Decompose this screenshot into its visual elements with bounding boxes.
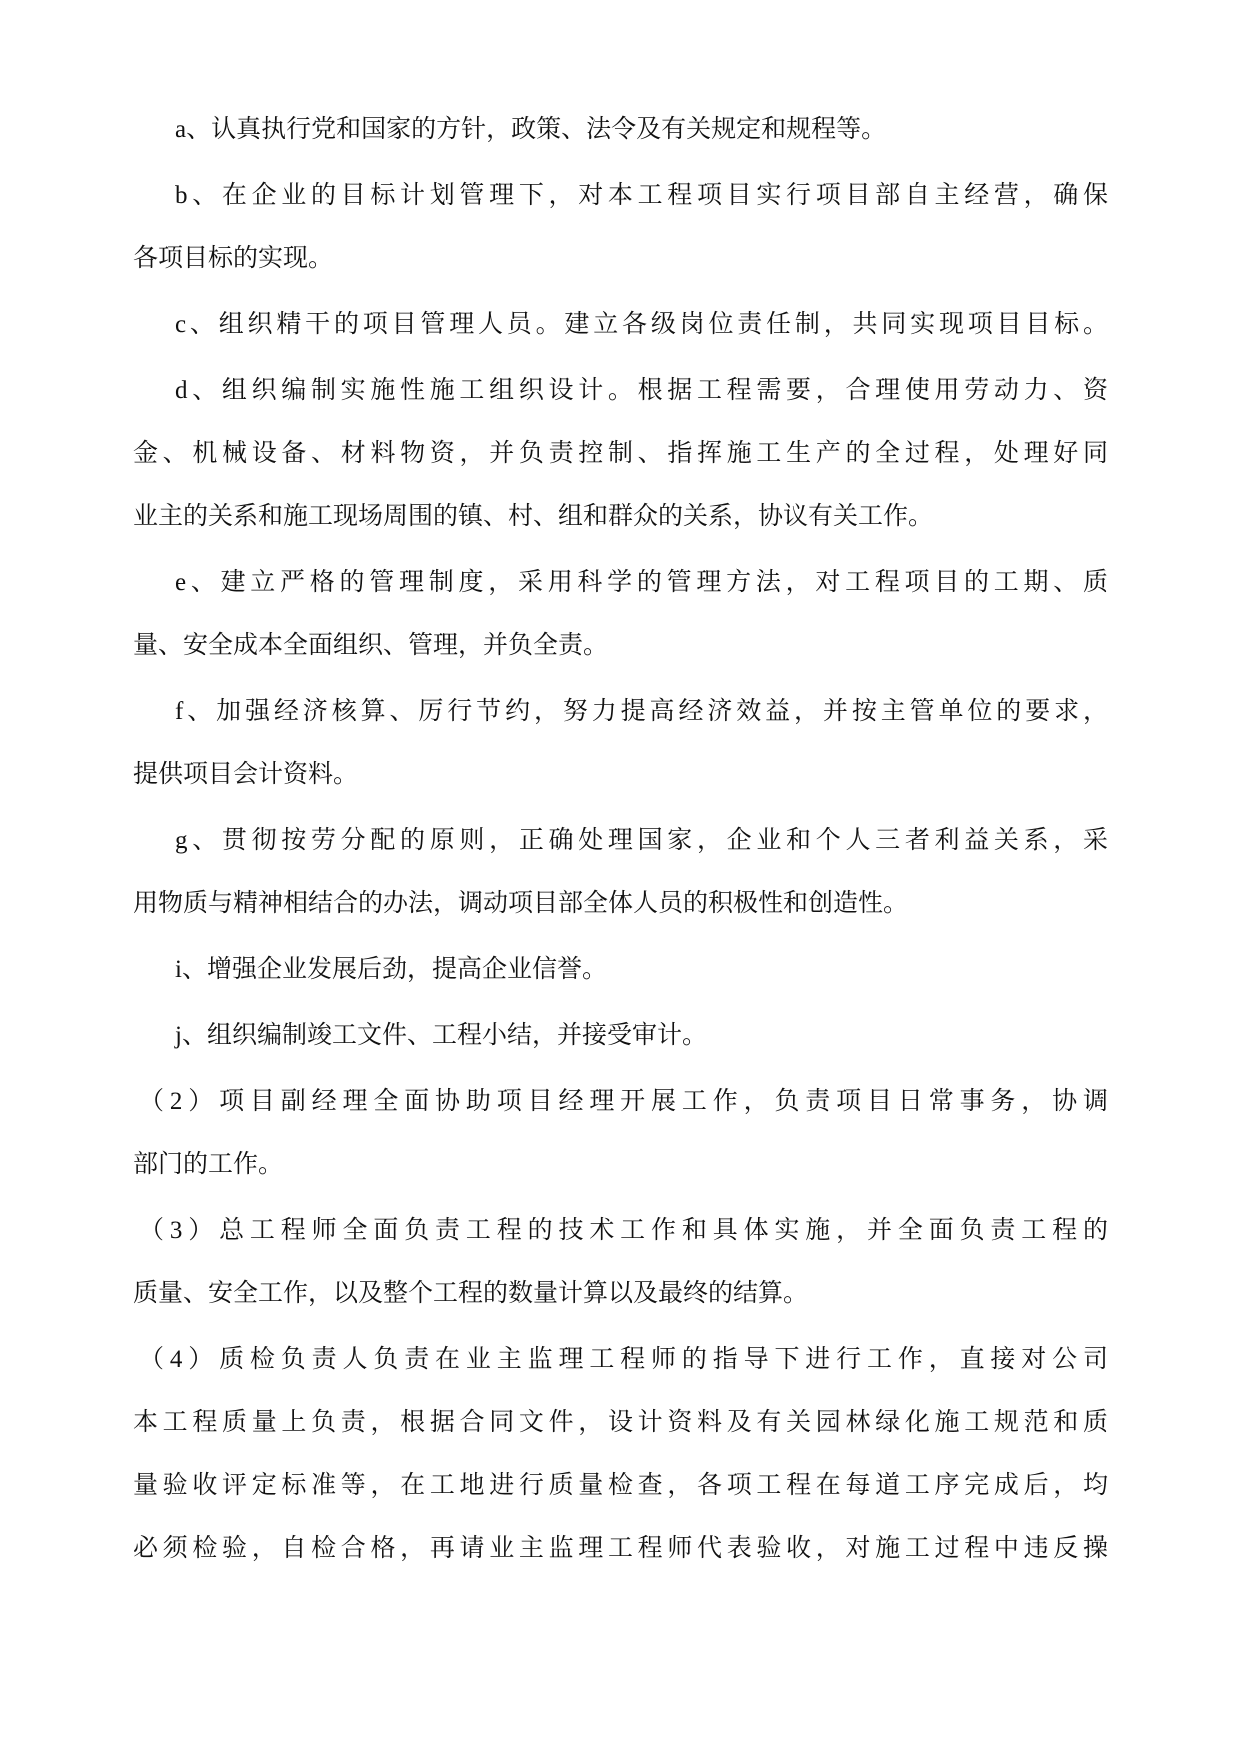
paragraph-i <box>133 938 1108 1001</box>
text-line: （4）质检负责人负责在业主监理工程师的指导下进行工作，直接对公司 <box>139 1346 1108 1373</box>
paragraph-a <box>133 98 1108 161</box>
text-line: e、建立严格的管理制度，采用科学的管理方法，对工程项目的工期、质 <box>175 569 1108 596</box>
text-line: 部门的工作。 <box>133 1151 284 1178</box>
paragraph-g <box>133 809 1108 935</box>
paragraph-3 <box>133 1199 1108 1325</box>
paragraph-2 <box>133 1070 1108 1196</box>
paragraph-b <box>133 164 1108 290</box>
text-line: c、组织精干的项目管理人员。建立各级岗位责任制，共同实现项目目标。 <box>175 311 1108 338</box>
text-line: （2）项目副经理全面协助项目经理开展工作，负责项目日常事务，协调 <box>139 1088 1108 1115</box>
text-line: 量、安全成本全面组织、管理，并负全责。 <box>133 632 609 659</box>
text-line: j、组织编制竣工文件、工程小结，并接受审计。 <box>175 1022 707 1049</box>
text-line: f、加强经济核算、厉行节约，努力提高经济效益，并按主管单位的要求， <box>175 698 1108 725</box>
text-line: 用物质与精神相结合的办法，调动项目部全体人员的积极性和创造性。 <box>133 890 909 917</box>
text-line: 金、机械设备、材料物资，并负责控制、指挥施工生产的全过程，处理好同 <box>133 440 1108 467</box>
text-line: 业主的关系和施工现场周围的镇、村、组和群众的关系，协议有关工作。 <box>133 503 934 530</box>
text-line: i、增强企业发展后劲，提高企业信誉。 <box>175 956 607 983</box>
text-line: a、认真执行党和国家的方针，政策、法令及有关规定和规程等。 <box>175 116 887 143</box>
text-line: b、在企业的目标计划管理下，对本工程项目实行项目部自主经营，确保 <box>175 182 1108 209</box>
text-line: 量验收评定标准等，在工地进行质量检查，各项工程在每道工序完成后，均 <box>133 1472 1108 1499</box>
text-line: d、组织编制实施性施工组织设计。根据工程需要，合理使用劳动力、资 <box>175 377 1108 404</box>
text-line: （3）总工程师全面负责工程的技术工作和具体实施，并全面负责工程的 <box>139 1217 1108 1244</box>
text-line: 各项目标的实现。 <box>133 245 334 272</box>
paragraph-c <box>133 293 1108 356</box>
text-line: 提供项目会计资料。 <box>133 761 359 788</box>
paragraph-4 <box>133 1328 1108 1580</box>
paragraph-f <box>133 680 1108 806</box>
text-line: 必须检验，自检合格，再请业主监理工程师代表验收，对施工过程中违反操 <box>133 1535 1108 1562</box>
paragraph-j <box>133 1004 1108 1067</box>
text-line: g、贯彻按劳分配的原则，正确处理国家，企业和个人三者利益关系，采 <box>175 827 1108 854</box>
paragraph-e <box>133 551 1108 677</box>
paragraph-d <box>133 359 1108 548</box>
text-line: 质量、安全工作，以及整个工程的数量计算以及最终的结算。 <box>133 1280 809 1307</box>
text-line: 本工程质量上负责，根据合同文件，设计资料及有关园林绿化施工规范和质 <box>133 1409 1108 1436</box>
